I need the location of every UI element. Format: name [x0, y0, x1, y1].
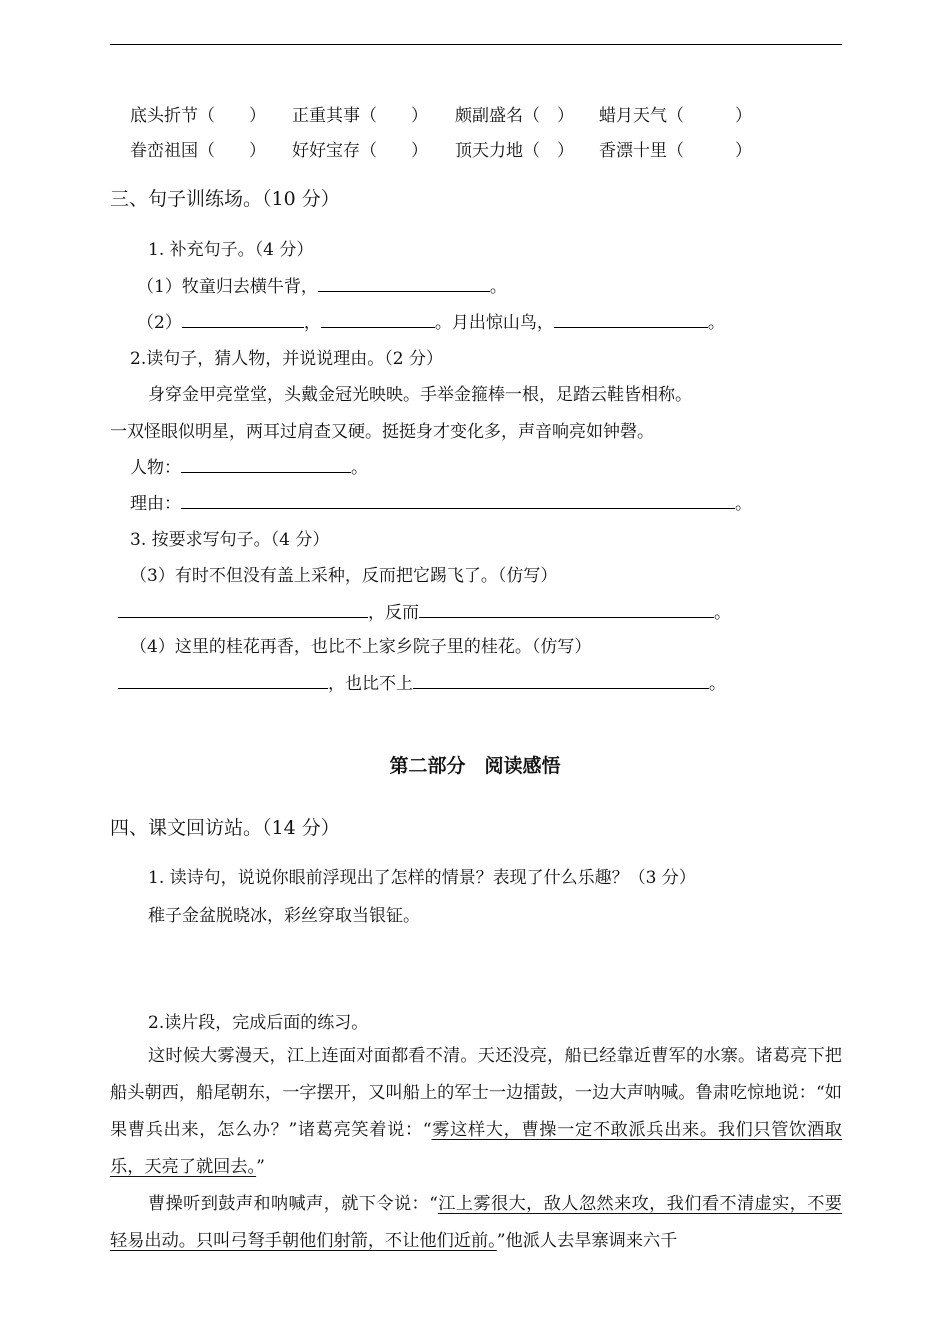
- idiom-item: 颇副盛名（ ）: [455, 106, 574, 126]
- q3-2-title: 2.读句子，猜人物，并说说理由。（2 分）: [130, 349, 443, 369]
- q4-1-poem: 稚子金盆脱晓冰，彩丝穿取当银钲。: [148, 906, 420, 926]
- reading-paragraph-2: [110, 1186, 842, 1260]
- q3-3-item-b-answer: [118, 669, 726, 694]
- idiom-item: 底头折节（ ）: [130, 106, 266, 126]
- punct: 。: [707, 313, 725, 333]
- q4-1-title: 1. 读诗句，说说你眼前浮现出了怎样的情景？表现了什么乐趣？（3 分）: [148, 868, 696, 888]
- q3-1-line-2-prefix: （2）: [137, 313, 182, 333]
- idiom-item: 好好宝存（ ）: [292, 141, 428, 161]
- person-answer-blank[interactable]: [181, 456, 351, 473]
- idiom-item: 顶天力地（ ）: [455, 141, 574, 161]
- idiom-item: 正重其事（ ）: [292, 106, 428, 126]
- idiom-item: 眷峦祖国（ ）: [130, 141, 266, 161]
- answer-blank[interactable]: [182, 311, 304, 328]
- answer-blank[interactable]: [321, 311, 435, 328]
- paragraph-2-text: 曹操听到鼓声和呐喊声，就下令说：“: [148, 1194, 438, 1214]
- q3-2-passage-line-2: 一双怪眼似明星，两耳过肩查又硬。挺挺身才变化多，声音响亮如钟磬。: [110, 422, 654, 442]
- q3-1-line-1: [137, 272, 507, 297]
- punct: 。: [489, 277, 507, 297]
- underlined-sentence-1: 雾这样大，曹操一定不敢派兵出来。我们只管饮酒取乐，天亮了就回去。: [110, 1120, 842, 1177]
- q3-1-title: 1. 补充句子。（4 分）: [148, 240, 314, 260]
- q3-3-item-a-answer: [118, 598, 731, 623]
- answer-blank[interactable]: [554, 311, 708, 328]
- q3-3-title: 3. 按要求写句子。（4 分）: [130, 530, 330, 550]
- q3-2-person: [130, 453, 368, 478]
- paragraph-2-tail: ”他派人去旱寨调来六千: [496, 1231, 678, 1251]
- section-3-title: 三、句子训练场。（10 分）: [110, 188, 340, 210]
- punct: 。: [735, 494, 752, 514]
- idiom-item: 蜡月天气（ ）: [599, 106, 752, 126]
- q3-1-line-1-text: （1）牧童归去横牛背，: [137, 277, 318, 297]
- section-4-title: 四、课文回访站。（14 分）: [110, 817, 340, 839]
- punct: 。: [709, 674, 726, 694]
- q4-2-title: 2.读片段，完成后面的练习。: [148, 1013, 369, 1033]
- punct: ，: [303, 313, 321, 333]
- q3-1-line-2-mid: 。月出惊山鸟，: [434, 313, 554, 333]
- reading-paragraph-1: [110, 1038, 842, 1186]
- q3-3-item-b: （4）这里的桂花再香，也比不上家乡院子里的桂花。（仿写）: [130, 637, 592, 657]
- q3-3-item-a: （3）有时不但没有盖上采种，反而把它踢飞了。（仿写）: [130, 566, 558, 586]
- answer-blank[interactable]: [413, 672, 709, 689]
- q3-3-b-connector: ，也比不上: [328, 674, 413, 694]
- answer-blank[interactable]: [118, 672, 328, 689]
- answer-blank[interactable]: [118, 601, 368, 618]
- reason-answer-blank[interactable]: [181, 492, 735, 509]
- answer-blank[interactable]: [318, 275, 490, 292]
- q3-3-a-connector: ，反而: [368, 603, 419, 623]
- header-rule: [110, 44, 842, 45]
- part-2-title: 第二部分 阅读感悟: [389, 755, 561, 777]
- paragraph-1-text: 这时候大雾漫天，江上连面对面都看不清。天还没亮，船已经靠近曹军的水寨。诸葛亮下把船头朝西，船尾朝东，一字摆开，又叫船上的军士一边擂鼓，一边大声呐喊。鲁肃吃惊地说：“如果曹兵出来，怎么办？”诸葛亮笑着说：“: [110, 1046, 842, 1140]
- answer-blank[interactable]: [419, 601, 714, 618]
- closing-quote: ”: [256, 1157, 265, 1177]
- idiom-item: 香漂十里（ ）: [599, 141, 752, 161]
- underlined-sentence-2: 江上雾很大，敌人忽然来攻，我们看不清虚实，不要轻易出动。只叫弓弩手朝他们射箭，不让他们近前。: [110, 1194, 842, 1251]
- q3-2-passage-line-1: 身穿金甲亮堂堂，头戴金冠光映映。手举金箍棒一根，足踏云鞋皆相称。: [148, 385, 692, 405]
- q3-2-reason: [130, 489, 752, 514]
- reason-label: 理由：: [130, 494, 181, 514]
- person-label: 人物：: [130, 458, 181, 478]
- q3-1-line-2: [137, 308, 725, 333]
- punct: 。: [714, 603, 731, 623]
- punct: 。: [351, 458, 368, 478]
